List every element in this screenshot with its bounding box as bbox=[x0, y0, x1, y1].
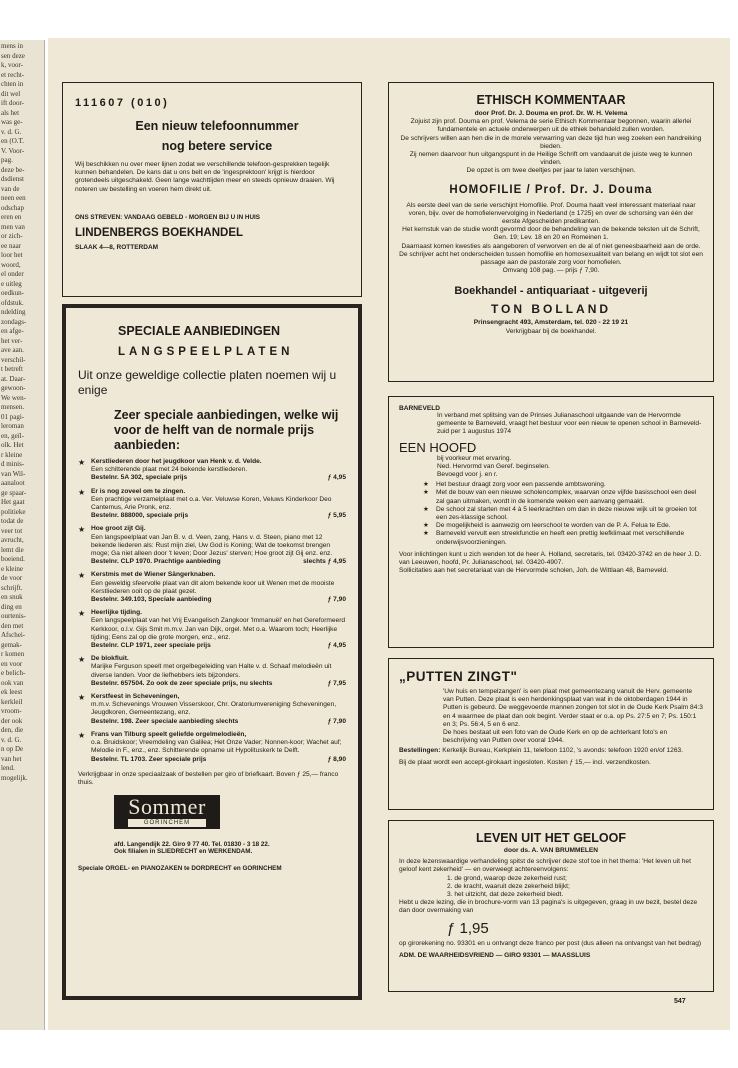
star-bullet-icon: ★ bbox=[78, 730, 86, 740]
offer-price: ƒ 4,95 bbox=[327, 642, 346, 650]
offer-text: Een schitterende plaat met 24 bekende kerstliederen. bbox=[91, 466, 248, 474]
previous-page-line: pag. bbox=[1, 156, 13, 164]
star-bullet-icon: ★ bbox=[423, 481, 429, 489]
previous-page-line: k, voor- bbox=[1, 61, 24, 69]
req-3: Bevoegd voor j. en r. bbox=[437, 471, 498, 479]
previous-page-line: e belich- bbox=[1, 669, 26, 677]
sommer-logo-name: Sommer bbox=[128, 794, 206, 820]
previous-page-line: todat de bbox=[1, 517, 24, 525]
previous-page-line: en voor bbox=[1, 659, 23, 668]
sommer-bottom: Speciale ORGEL- en PIANOZAKEN te DORDRECHT en GORINCHEM bbox=[78, 865, 282, 873]
geloof-list bbox=[399, 875, 703, 900]
star-bullet-icon: ★ bbox=[78, 458, 86, 467]
barneveld-point bbox=[423, 481, 703, 489]
previous-page-line: ding en bbox=[1, 602, 22, 611]
star-bullet-icon: ★ bbox=[78, 655, 86, 665]
barneveld-point-text: Het bestuur draagt zorg voor een passende ambtswoning. bbox=[436, 481, 606, 489]
req-2: Ned. Hervormd van Geref. beginselen. bbox=[437, 462, 550, 470]
offer-list bbox=[78, 458, 346, 764]
previous-page-line: men van bbox=[1, 222, 25, 231]
previous-page-line: ourtenis- bbox=[1, 612, 26, 620]
ethisch-p8: De schrijver acht het onderscheiden tussen homofilie en homosexualiteit van belang en wijdt tot slot een passage aan de pastorale zorg voor homofielen. bbox=[399, 250, 703, 267]
offer-price: ƒ 4,95 bbox=[327, 474, 346, 482]
previous-page-line: et recht- bbox=[1, 70, 25, 79]
offer-title: Kerstliederen door het jeugdkoor van Henk v. d. Velde. bbox=[91, 458, 262, 465]
ethisch-p1: Zojuist zijn prof. Douma en prof. Velema de serie Ethisch Kommentaar begonnen, waarin allerlei fundamentele en actuele onderwerpen uit de ethiek behandeld zullen worden. bbox=[410, 118, 692, 134]
barneveld-intro: In verband met splitsing van de Prinses Julianaschool uitgaande van de Hervormde gemeente te Barneveld, vraagt het bestuur voor een nieuw te openen school in Barneveld-zuid per 1 augustus 1974 bbox=[437, 412, 702, 436]
previous-page-line: schrijft. bbox=[1, 583, 23, 592]
ethisch-p2: De schrijvers willen aan hen die in de morele verwarring van deze tijd hun weg zoeken een handreiking bieden. bbox=[400, 134, 702, 150]
offer-title: Er is nog zoveel om te zingen. bbox=[91, 487, 186, 495]
previous-page-line: loor het bbox=[1, 251, 23, 259]
barneveld-point-text: De school zal starten met 4 à 5 leerkrachten om dan in deze nieuwe wijk uit te groeien tot een zes-klassige school. bbox=[436, 505, 697, 522]
previous-page-line: v. d. G. bbox=[1, 735, 22, 744]
putten-p2: De hoes bestaat uit een foto van de Oude Kerk en op de achterkant foto's en beschrijving van Putten over vooral 1944. bbox=[443, 729, 668, 745]
offer-title: Heerlijke tijding. bbox=[91, 609, 142, 617]
star-bullet-icon: ★ bbox=[78, 571, 86, 581]
previous-page-line: vroom- bbox=[1, 707, 22, 715]
offer-text: Een langspeelplaat van het Vrij Evangelisch Zangkoor 'Immanuël' en het Gereformeerd Kerkkoor, o.l.v. Gijs Smit m.m.v. Jan van Dijk, orgel. Met o.a. Waarom toch; Heerlijke tijding; Eens zal op die grote morgen, enz., enz. bbox=[91, 617, 346, 641]
offer-item bbox=[78, 488, 346, 521]
offer-order: Bestelnr. CLP 1970. Prachtige aanbieding bbox=[91, 558, 221, 566]
previous-page-line: en snuk bbox=[1, 593, 23, 601]
offer-item bbox=[78, 693, 346, 726]
previous-page-line: sen deze bbox=[1, 51, 25, 60]
previous-page-line: e uitleg bbox=[1, 279, 22, 288]
putten-p1: 'Uw huis en tempelzangen' is een plaat met gemeentezang vanuit de Herv. gemeente van Putten. Deze plaat is een herdenkingsplaat van wat in de oktoberdagen 1944 in Putten is gebeurd. De weggevoerde mannen zongen tot slot in de Oude Kerk Psalm 84:3 en 4 waarmee de plaat dan ook begint. Verder staat er o.a. op Ps. 27:5 en 7; Ps. 150:1 en 3; Ps. 56:4, 5 en 6 enz. bbox=[443, 688, 703, 728]
previous-page-line: ift door- bbox=[1, 99, 24, 107]
star-bullet-icon: ★ bbox=[78, 487, 86, 497]
previous-page-line: en (O.T. bbox=[1, 137, 24, 145]
previous-page-line: n op De bbox=[1, 745, 24, 753]
offer-price: slechts ƒ 4,95 bbox=[303, 558, 346, 566]
leven-uit-het-geloof-ad bbox=[388, 820, 714, 992]
bolland-name: TON BOLLAND bbox=[490, 302, 612, 317]
barneveld-point-text: De mogelijkheid is aanwezig om leerschool te worden van de P. A. Felua te Ede. bbox=[436, 522, 671, 530]
bolland-address: Prinsengracht 493, Amsterdam, tel. 020 - 22 19 21 bbox=[473, 319, 629, 327]
ethisch-authors: door Prof. Dr. J. Douma en prof. Dr. W. H. Velema bbox=[474, 110, 628, 117]
putten-order bbox=[399, 747, 703, 755]
ethisch-p4: De opzet is om twee deeltjes per jaar te laten verschijnen. bbox=[466, 167, 636, 175]
offer-item bbox=[78, 731, 346, 764]
offer-text: o.a. Bruidskoor; Vreemdeling van Galilea; Het Onze Vader; Nonnen-koor; Wachet auf; Melodie in F., enz., enz. Schitterende opname uit Hypolituskerk te Delft. bbox=[91, 739, 342, 755]
offer-price: ƒ 7,95 bbox=[327, 679, 346, 687]
geloof-author: door ds. A. VAN BRUMMELEN bbox=[503, 847, 599, 854]
previous-page-line: mogelijk. bbox=[1, 773, 28, 782]
star-bullet-icon: ★ bbox=[78, 609, 86, 619]
previous-page-line: mensen. bbox=[1, 403, 25, 411]
previous-page-line: ook van bbox=[1, 678, 24, 687]
offer-order: Bestelnr. CLP 1971, zeer speciale prijs bbox=[91, 642, 211, 650]
previous-page-line: der ook bbox=[1, 716, 23, 725]
offer-price: ƒ 7,90 bbox=[327, 596, 346, 604]
putten-zingt-ad bbox=[388, 658, 714, 810]
previous-page-line: van het bbox=[1, 754, 22, 763]
geloof-publisher: ADM. DE WAARHEIDSVRIEND — GIRO 93301 — MAASSLUIS bbox=[399, 951, 591, 959]
previous-page-line: ndelding bbox=[1, 308, 26, 316]
offer-price: ƒ 7,90 bbox=[327, 717, 346, 725]
offer-item bbox=[78, 458, 346, 483]
barneveld-point bbox=[423, 522, 703, 530]
previous-page-line: en, geïl- bbox=[1, 431, 24, 440]
offer-title: De blokfluit. bbox=[91, 655, 129, 663]
previous-page-line: den met bbox=[1, 621, 24, 630]
sommer-logo-city: GORINCHEM bbox=[128, 819, 206, 827]
geloof-intro: In deze lezenswaardige verhandeling spitst de schrijver deze stof toe in het thema: 'Het leven uit het geloof kent zekerheid' — en overweegt achtereenvolgens: bbox=[399, 858, 691, 874]
offer-text: Een langspeelplaat van Jan B. v. d. Veen, zang, Hans v. d. Steen, piano met 12 bekende liederen als: Rust mijn ziel, Uw God is Koning; Wat de toekomst brengen moge; Ga niet alleen door 't leven; Door Jezus' sterven; Hoe groot zijt Gij enz. enz. bbox=[91, 533, 333, 558]
sommer-address-2: Ook filialen in SLIEDRECHT en WERKENDAM. bbox=[114, 848, 253, 856]
een-hoofd-heading: EEN HOOFD bbox=[399, 439, 477, 455]
ethisch-p7: Daarnaast komen kwesties als aangeboren of verworven en de al of niet geneesbaarheid aan de orde. bbox=[401, 242, 701, 250]
previous-page-line: We wen- bbox=[1, 393, 26, 402]
previous-page-line: lend. bbox=[1, 764, 15, 772]
star-bullet-icon: ★ bbox=[423, 505, 429, 513]
previous-page-line: politieke bbox=[1, 507, 26, 516]
offer-order: Bestelnr. 657504. Zo ook de zeer speciale prijs, nu slechts bbox=[91, 679, 273, 687]
lindenbergs-name: LINDENBERGS BOEKHANDEL bbox=[75, 226, 244, 239]
previous-page-line: was ge- bbox=[1, 118, 23, 126]
previous-page-line: gewoon- bbox=[1, 384, 26, 392]
offer-item bbox=[78, 571, 346, 604]
telefoon-body: Wij beschikken nu over meer lijnen zodat we verschillende telefoon-gesprekken tegelijk kunnen behandelen. De kans dat u ons belt en de 'ingesprektoon' krijgt is hierdoor grotendeels uitgeschakeld. Geen lange wachttijden meer en steeds opnieuw draaien. Wij noteren uw bestelling en voeren hem direkt uit. bbox=[75, 161, 335, 193]
offer-text: m.m.v. Schevenings Vrouwen Visserskoor, Chr. Oratoriumvereniging Scheveningen, Jeugdkoren, Gemeentezang, enz. bbox=[91, 701, 337, 717]
previous-page-line: deze be- bbox=[1, 165, 25, 174]
geloof-price: ƒ 1,95 bbox=[447, 919, 489, 937]
ethisch-title: ETHISCH KOMMENTAAR bbox=[476, 93, 626, 107]
previous-page-line: de voor bbox=[1, 574, 23, 582]
previous-page-text bbox=[0, 40, 44, 783]
previous-page-line: ee naar bbox=[1, 241, 22, 250]
offer-item bbox=[78, 525, 346, 566]
geloof-transfer: op girorekening no. 93301 en u ontvangt deze franco per post (dus alleen na ontvangst van het bedrag) bbox=[399, 939, 702, 947]
offer-price: ƒ 5,95 bbox=[327, 512, 346, 520]
geloof-title: LEVEN UIT HET GELOOF bbox=[475, 831, 626, 845]
previous-page-line: at. Daar- bbox=[1, 374, 26, 383]
ethisch-p6: Het kernstuk van de studie wordt gevormd door de behandeling van de bekende teksten uit de Schrift, Gen. 19; Lev. 18 en 20 en Romeinen 1. bbox=[402, 226, 700, 242]
previous-page-line: mens in bbox=[1, 42, 23, 50]
previous-page-line: van Wil- bbox=[1, 469, 26, 478]
ethisch-p5: Als eerste deel van de serie verschijnt Homofilie. Prof. Douma haalt veel interessant materiaal naar voren, bijv. over de homofielenvervolging in Nederland (± 1725) en over de schorsing van één der eerste Afgescheiden predikanten. bbox=[406, 201, 696, 226]
offer-order: Bestelnr. 888000, speciale prijs bbox=[91, 512, 189, 520]
geloof-list-item: 2. de kracht, waaruit deze zekerheid blijkt; bbox=[447, 882, 570, 890]
barneveld-label: BARNEVELD bbox=[399, 405, 441, 412]
barneveld-point bbox=[423, 530, 703, 546]
homofilie-title: HOMOFILIE / Prof. Dr. J. Douma bbox=[449, 183, 653, 196]
offer-title: Kerstmis met de Wiener Sängerknaben. bbox=[91, 571, 216, 579]
previous-page-line: verschil- bbox=[1, 355, 26, 364]
ethisch-extent: Omvang 108 pag. — prijs ƒ 7,90. bbox=[502, 267, 600, 275]
previous-page-line: avrucht, bbox=[1, 536, 24, 544]
previous-page-line: kerkleil bbox=[1, 697, 23, 706]
previous-page-line: Het gaat bbox=[1, 498, 25, 506]
previous-page-line: eren en bbox=[1, 213, 22, 221]
previous-page-line: or zich- bbox=[1, 232, 23, 240]
offer-item bbox=[78, 655, 346, 688]
geloof-list-item: 3. het uitzicht, dat deze zekerheid biedt. bbox=[447, 891, 564, 899]
sommer-logo bbox=[114, 795, 220, 829]
previous-page-line: ek leest bbox=[1, 688, 23, 696]
previous-page-line: als het bbox=[1, 108, 20, 117]
previous-page-line: v. d. G. bbox=[1, 127, 22, 136]
previous-page-line: boeiend. bbox=[1, 555, 25, 563]
phone-number: 111607 (010) bbox=[75, 97, 170, 109]
previous-page-line: en afge- bbox=[1, 327, 24, 335]
star-bullet-icon: ★ bbox=[423, 489, 429, 497]
ethisch-kommentaar-ad bbox=[388, 82, 714, 382]
previous-page-line: aanaloot bbox=[1, 479, 25, 487]
offer-item bbox=[78, 609, 346, 650]
offer-text: Een prachtige verzamelplaat met o.a. Ver. Veluwse Koren, Veluws Kinderkoor Deo Cantemus, Arie Pronk, enz. bbox=[91, 495, 332, 512]
star-bullet-icon: ★ bbox=[423, 530, 429, 538]
sommer-address-1: afd. Langendijk 22. Giro 9 77 40. Tel. 01830 - 3 18 22. bbox=[114, 841, 270, 849]
previous-page-line: gemak- bbox=[1, 640, 22, 649]
telefoon-slogan: ONS STREVEN: VANDAAG GEBELD - MORGEN BIJ U IN HUIS bbox=[75, 213, 260, 221]
offer-title: Frans van Tilburg speelt geliefde orgelmelodieën, bbox=[91, 730, 247, 738]
star-bullet-icon: ★ bbox=[78, 525, 86, 535]
req-1: bij voorkeur met ervaring. bbox=[437, 454, 512, 462]
previous-page-line: r komen bbox=[1, 650, 25, 658]
previous-page-line: oedkun- bbox=[1, 289, 24, 297]
previous-page-line: dsdienst bbox=[1, 175, 24, 183]
offer-order: Bestelnr. 349.103, Speciale aanbieding bbox=[91, 596, 212, 604]
offer-order: Bestelnr. TL 1703. Zeer speciale prijs bbox=[91, 755, 207, 763]
previous-page-line: woord, bbox=[1, 260, 21, 269]
offer-text: Marijke Ferguson speelt met orgelbegeleiding van Halte v. d. Schaaf melodieën uit diverse landen. Voor de liefhebbers iets bijzonders. bbox=[91, 663, 332, 679]
putten-payment: Bij de plaat wordt een accept-girokaart ingesloten. Kosten ƒ 15,— incl. verzendkosten. bbox=[399, 758, 651, 766]
barneveld-apply: Sollicitaties aan het secretariaat van de Hervormde scholen, Joh. de Wittlaan 48, Barneveld. bbox=[399, 567, 669, 575]
star-bullet-icon: ★ bbox=[78, 693, 86, 703]
page-number: 547 bbox=[674, 998, 686, 1005]
previous-page-line: d minis- bbox=[1, 460, 25, 468]
speciale-subtitle: LANGSPEELPLATEN bbox=[118, 346, 294, 358]
speciale-footer-note: Verkrijgbaar in onze speciaalzaak of bestellen per giro of briefkaart. Boven ƒ 25,— franco thuis. bbox=[78, 770, 339, 786]
speciale-intro: Uit onze geweldige collectie platen noemen wij u enige bbox=[78, 368, 337, 397]
previous-page-line: het ver- bbox=[1, 336, 23, 345]
barneveld-info: Voor inlichtingen kunt u zich wenden tot de heer A. Holland, secretaris, tel. 03420-3742 en de heer J. D. van Leeuwen, hoofd, Pr. Julianaschool, tel. 03420-4907. bbox=[399, 550, 702, 567]
speciale-title: SPECIALE AANBIEDINGEN bbox=[118, 324, 281, 338]
barneveld-point-text: Met de bouw van een nieuwe scholencomplex, waarvan onze vijfde basisschool een deel zal gaan uitmaken, wordt in de komende weken een aanvang gemaakt. bbox=[436, 489, 697, 505]
telefoon-headline-2: nog betere service bbox=[161, 139, 273, 153]
offer-title: Kerstfeest in Scheveningen, bbox=[91, 693, 180, 701]
previous-page-line: neen een bbox=[1, 194, 26, 202]
previous-page-line: veer tot bbox=[1, 526, 23, 535]
previous-page-line: Afschei- bbox=[1, 631, 26, 639]
putten-title: „PUTTEN ZINGT" bbox=[399, 669, 518, 684]
previous-page-line: zondags- bbox=[1, 317, 27, 326]
barneveld-vacancy-ad bbox=[388, 396, 714, 648]
page bbox=[48, 38, 730, 1030]
barneveld-point-text: Barneveld vervult een streekfunctie en heeft een prettig leefklimaat met verschillende onderwijsvoorzieningen. bbox=[436, 530, 685, 546]
offer-title: Hoe groot zijt Gij. bbox=[91, 525, 146, 533]
previous-page-line: e kleine bbox=[1, 564, 23, 573]
previous-page-edge bbox=[0, 40, 45, 1030]
previous-page-line: dit wel bbox=[1, 89, 21, 98]
offer-order: Bestelnr. 5A 302, speciale prijs bbox=[91, 474, 188, 482]
bolland-line: Boekhandel - antiquariaat - uitgeverij bbox=[454, 285, 648, 298]
previous-page-line: lemt die bbox=[1, 545, 24, 554]
geloof-list-item: 1. de grond, waarop deze zekerheid rust; bbox=[447, 874, 567, 882]
barneveld-points bbox=[399, 481, 703, 547]
previous-page-line: olk. Het bbox=[1, 441, 24, 449]
previous-page-line: ge spaar- bbox=[1, 488, 27, 497]
barneveld-point bbox=[423, 489, 703, 505]
previous-page-line: van de bbox=[1, 184, 20, 193]
offer-text: Een geweldig sfeervolle plaat van dit alom bekende koor uit Wenen met de mooiste Kerstliederen ooit op de plaat gezet. bbox=[91, 579, 335, 595]
speciale-aanbiedingen-ad bbox=[62, 304, 362, 1000]
previous-page-line: chten in bbox=[1, 80, 24, 88]
previous-page-line: t betreft bbox=[1, 365, 23, 373]
geloof-outro: Hebt u deze lezing, die in brochure-vorm van 13 pagina's is uitgegeven, graag in uw bezit, bestel deze dan door overmaking van bbox=[399, 899, 698, 915]
telefoon-headline-1: Een nieuw telefoonnummer bbox=[135, 119, 299, 133]
previous-page-line: V. Voor- bbox=[1, 146, 25, 155]
ethisch-p3: Zij nemen daarvoor hun uitgangspunt in de Heilige Schrift om vandaaruit de juiste weg te kunnen vinden. bbox=[409, 151, 693, 167]
previous-page-line: r kleine bbox=[1, 450, 23, 459]
offer-price: ƒ 8,90 bbox=[327, 755, 346, 763]
previous-page-line: el onder bbox=[1, 270, 24, 278]
bolland-note: Verkrijgbaar bij de boekhandel. bbox=[505, 327, 597, 335]
putten-order-text: Kerkelijk Bureau, Kerkplein 11, telefoon 1102, 's avonds: telefoon 1920 en/of 1263. bbox=[442, 747, 684, 755]
previous-page-line: ave aan. bbox=[1, 346, 24, 354]
previous-page-line: den, die bbox=[1, 726, 24, 734]
previous-page-line: ofdstuk. bbox=[1, 298, 24, 307]
putten-order-label: Bestellingen: bbox=[399, 747, 441, 755]
speciale-lead: Zeer speciale aanbiedingen, welke wij voor de helft van de normale prijs aanbieden: bbox=[114, 408, 339, 452]
star-bullet-icon: ★ bbox=[423, 522, 429, 530]
previous-page-line: 01 pagi- bbox=[1, 412, 25, 421]
barneveld-point bbox=[423, 506, 703, 522]
lindenbergs-address: SLAAK 4—8, ROTTERDAM bbox=[75, 243, 159, 251]
telefoon-ad bbox=[62, 82, 362, 297]
previous-page-line: leroman bbox=[1, 422, 24, 430]
offer-order: Bestelnr. 198. Zeer speciale aanbieding slechts bbox=[91, 717, 239, 725]
previous-page-line: odschap bbox=[1, 203, 24, 212]
